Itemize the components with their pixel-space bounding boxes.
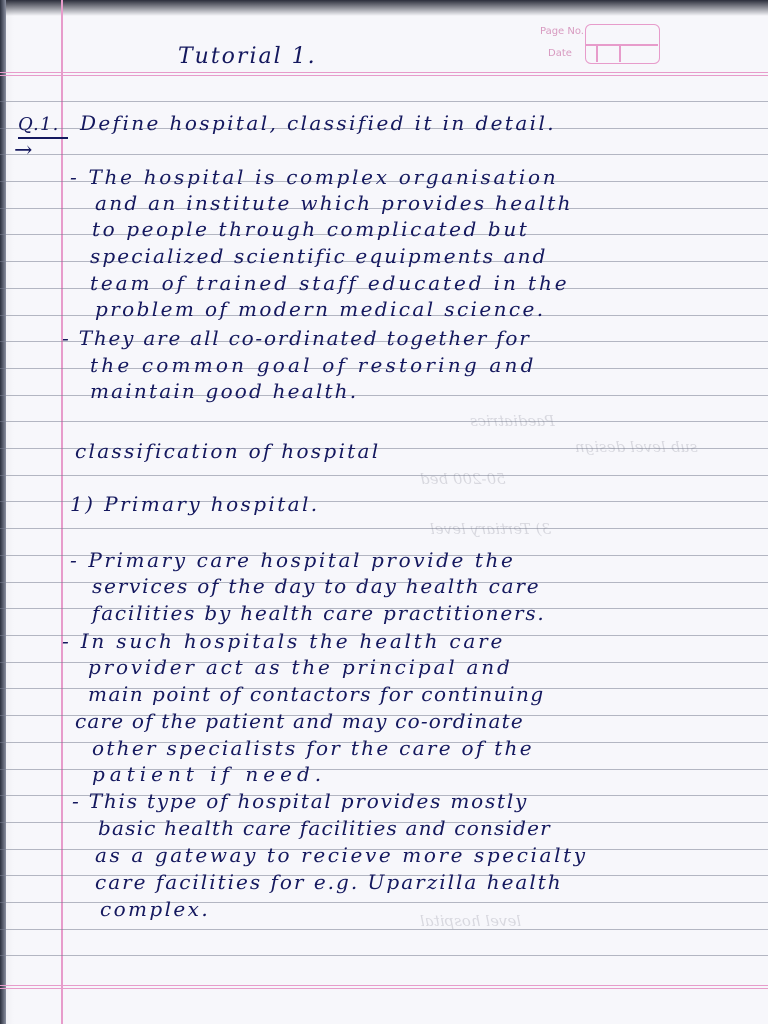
body-line: services of the day to day health care (92, 574, 541, 598)
body-line: provider act as the principal and (88, 655, 513, 679)
ruled-line (0, 955, 768, 956)
page-no-label: Page No. (540, 26, 584, 37)
ruled-line (0, 528, 768, 529)
bleed-through-text: 50-200 bed (420, 470, 506, 488)
ruled-line (0, 475, 768, 476)
body-line: patient if need. (92, 762, 327, 786)
body-line: - In such hospitals the health care (62, 629, 506, 653)
body-line: complex. (100, 897, 211, 921)
footer-rule-double (0, 988, 768, 989)
body-line: care facilities for e.g. Uparzilla health (95, 870, 563, 894)
question-text: Define hospital, classified it in detail. (80, 111, 557, 135)
answer-line: to people through complicated but (92, 217, 530, 241)
section-heading: 1) Primary hospital. (70, 492, 320, 516)
bleed-through-text: level hospital (420, 912, 522, 930)
ruled-line (0, 929, 768, 930)
answer-line: - They are all co-ordinated together for (62, 326, 531, 350)
ruled-line (0, 101, 768, 102)
body-line: as a gateway to recieve more specialty (95, 843, 588, 867)
answer-line: the common goal of restoring and (90, 353, 537, 377)
body-line: - Primary care hospital provide the (70, 548, 516, 572)
body-line: care of the patient and may co-ordinate (75, 709, 524, 733)
body-line: basic health care facilities and consider (98, 816, 551, 840)
answer-line: problem of modern medical science. (95, 297, 546, 321)
ruled-line (0, 154, 768, 155)
answer-line: - The hospital is complex organisation (70, 165, 559, 189)
classification-heading: classification of hospital (75, 439, 381, 463)
ruled-line (0, 421, 768, 422)
answer-line: team of trained staff educated in the (90, 271, 570, 295)
answer-line: specialized scientific equipments and (90, 244, 548, 268)
body-line: facilities by health care practitioners. (92, 601, 546, 625)
answer-line: maintain good health. (90, 379, 359, 403)
page-top-shadow (0, 0, 768, 16)
question-number: Q.1. (18, 114, 60, 135)
page-number-box (585, 24, 660, 64)
arrow-icon: → (14, 138, 34, 163)
bleed-through-text: Paediatrics (470, 412, 555, 430)
footer-rule (0, 985, 768, 986)
header-rule (0, 72, 768, 73)
answer-line: and an institute which provides health (95, 191, 573, 215)
bleed-through-text: 3) Tertiary level (430, 520, 552, 538)
header-rule-double (0, 75, 768, 76)
page-title: Tutorial 1. (178, 44, 317, 69)
body-line: - This type of hospital provides mostly (72, 789, 529, 813)
body-line: other specialists for the care of the (92, 736, 534, 760)
bleed-through-text: sub level design (575, 438, 698, 456)
body-line: main point of contactors for continuing (88, 682, 545, 706)
date-label: Date (548, 48, 572, 59)
